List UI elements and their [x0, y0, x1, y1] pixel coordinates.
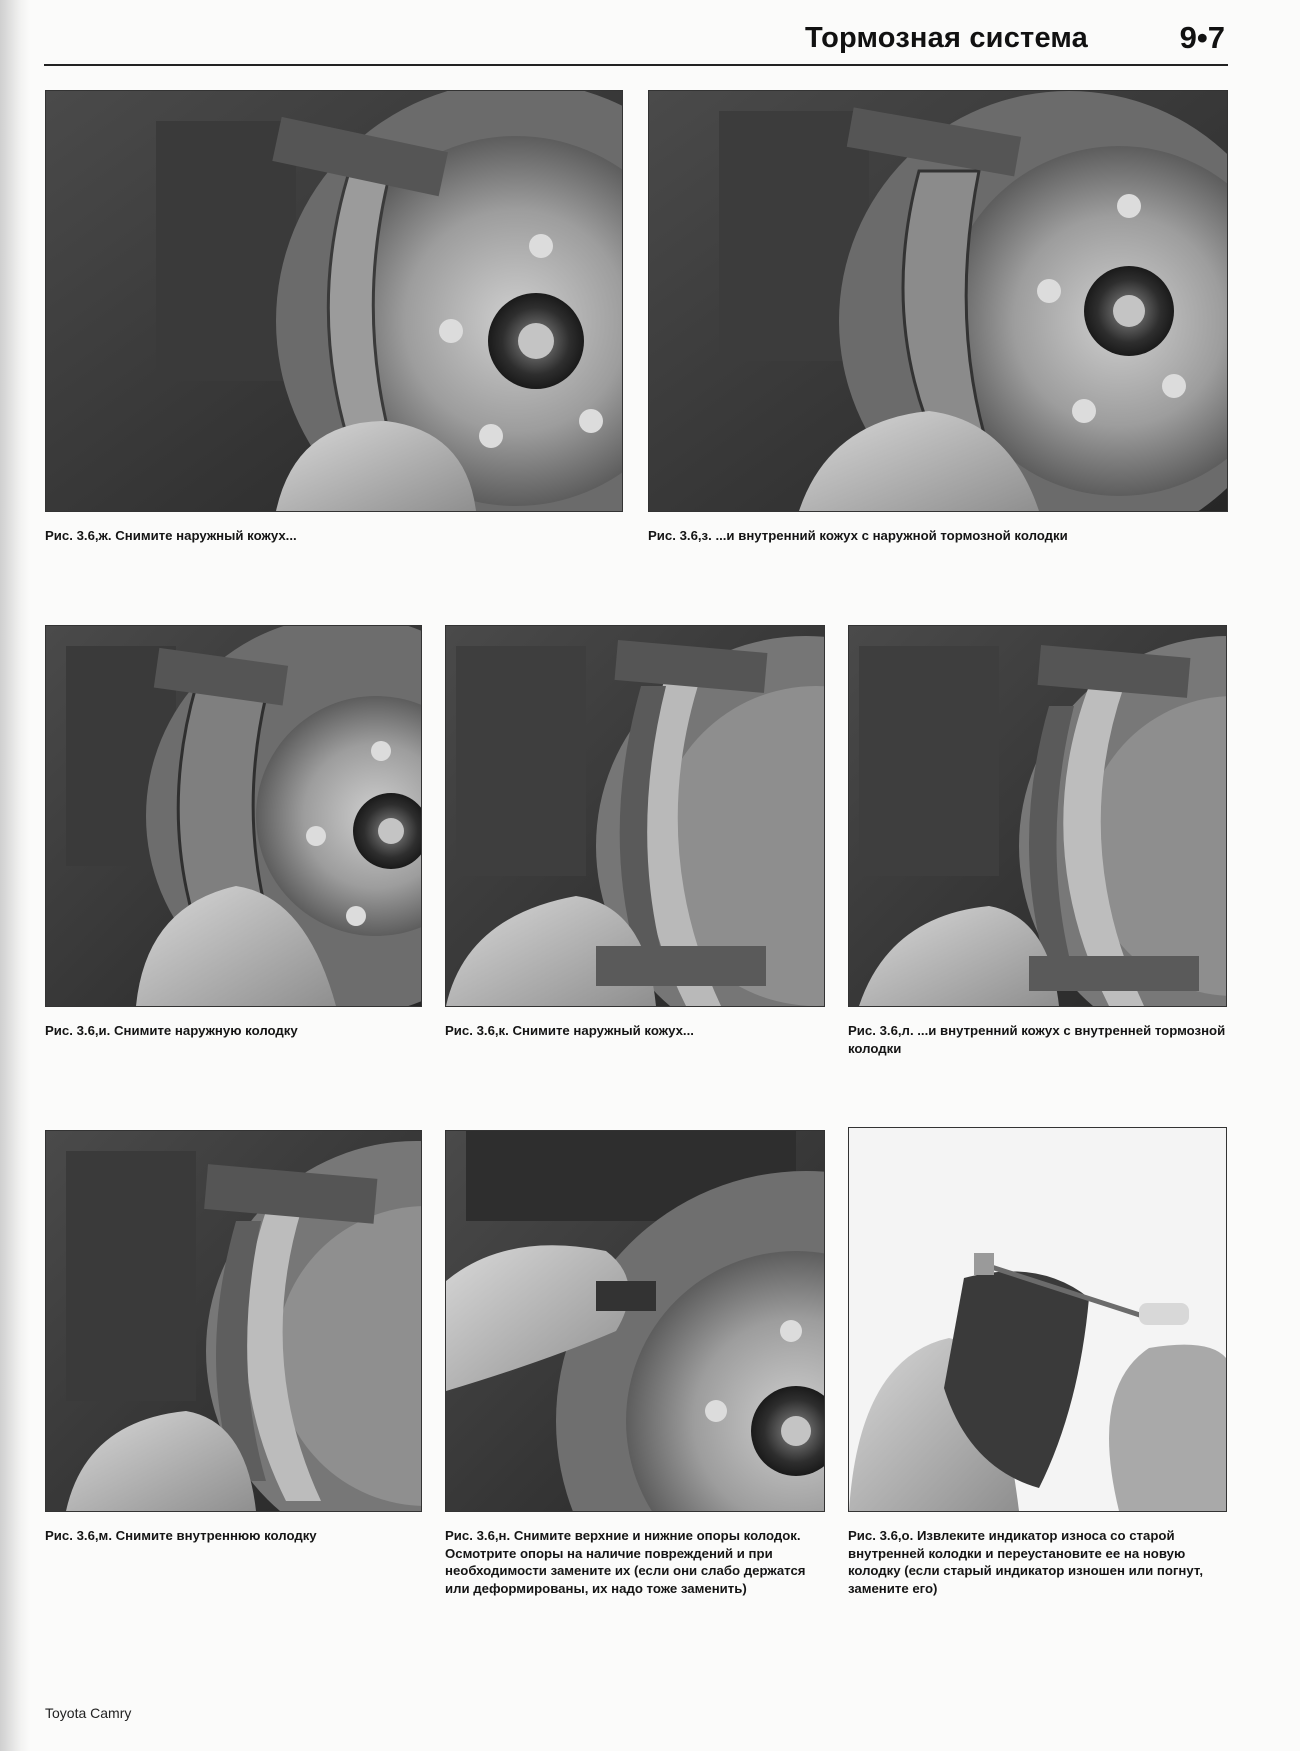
- figure-caption-z: Рис. 3.6,з. ...и внутренний кожух с наружной тормозной колодки: [648, 528, 1068, 543]
- figure-caption-k: Рис. 3.6,к. Снимите наружный кожух...: [445, 1023, 694, 1038]
- figure-photo-z: [648, 90, 1228, 512]
- page-binding-shadow: [0, 0, 30, 1751]
- figure-photo-k: [445, 625, 825, 1007]
- figure-photo-o: [848, 1127, 1227, 1512]
- figure-photo-i: [45, 625, 422, 1007]
- footer-book-title: Toyota Camry: [45, 1705, 132, 1721]
- figure-caption-m: Рис. 3.6,м. Снимите внутреннюю колодку: [45, 1528, 317, 1543]
- figure-photo-n: [445, 1130, 825, 1512]
- header-rule: [44, 64, 1228, 66]
- figure-photo-zh: [45, 90, 623, 512]
- page-number: 9•7: [1179, 20, 1225, 55]
- figure-caption-n: Рис. 3.6,н. Снимите верхние и нижние опоры колодок. Осмотрите опоры на наличие повреждений и при необходимости замените их (если они слабо держатся или деформированы, их надо тоже заменить): [445, 1528, 806, 1596]
- figure-caption-i: Рис. 3.6,и. Снимите наружную колодку: [45, 1023, 298, 1038]
- figure-photo-l: [848, 625, 1227, 1007]
- section-title: Тормозная система: [804, 22, 1088, 54]
- figure-caption-l: Рис. 3.6,л. ...и внутренний кожух с внутренней тормозной колодки: [848, 1023, 1226, 1056]
- figure-photo-m: [45, 1130, 422, 1512]
- figure-caption-o: Рис. 3.6,о. Извлеките индикатор износа со старой внутренней колодки и переустановите ее на новую колодку (если старый индикатор изношен или погнут, замените его): [848, 1528, 1203, 1596]
- figure-caption-zh: Рис. 3.6,ж. Снимите наружный кожух...: [45, 528, 297, 543]
